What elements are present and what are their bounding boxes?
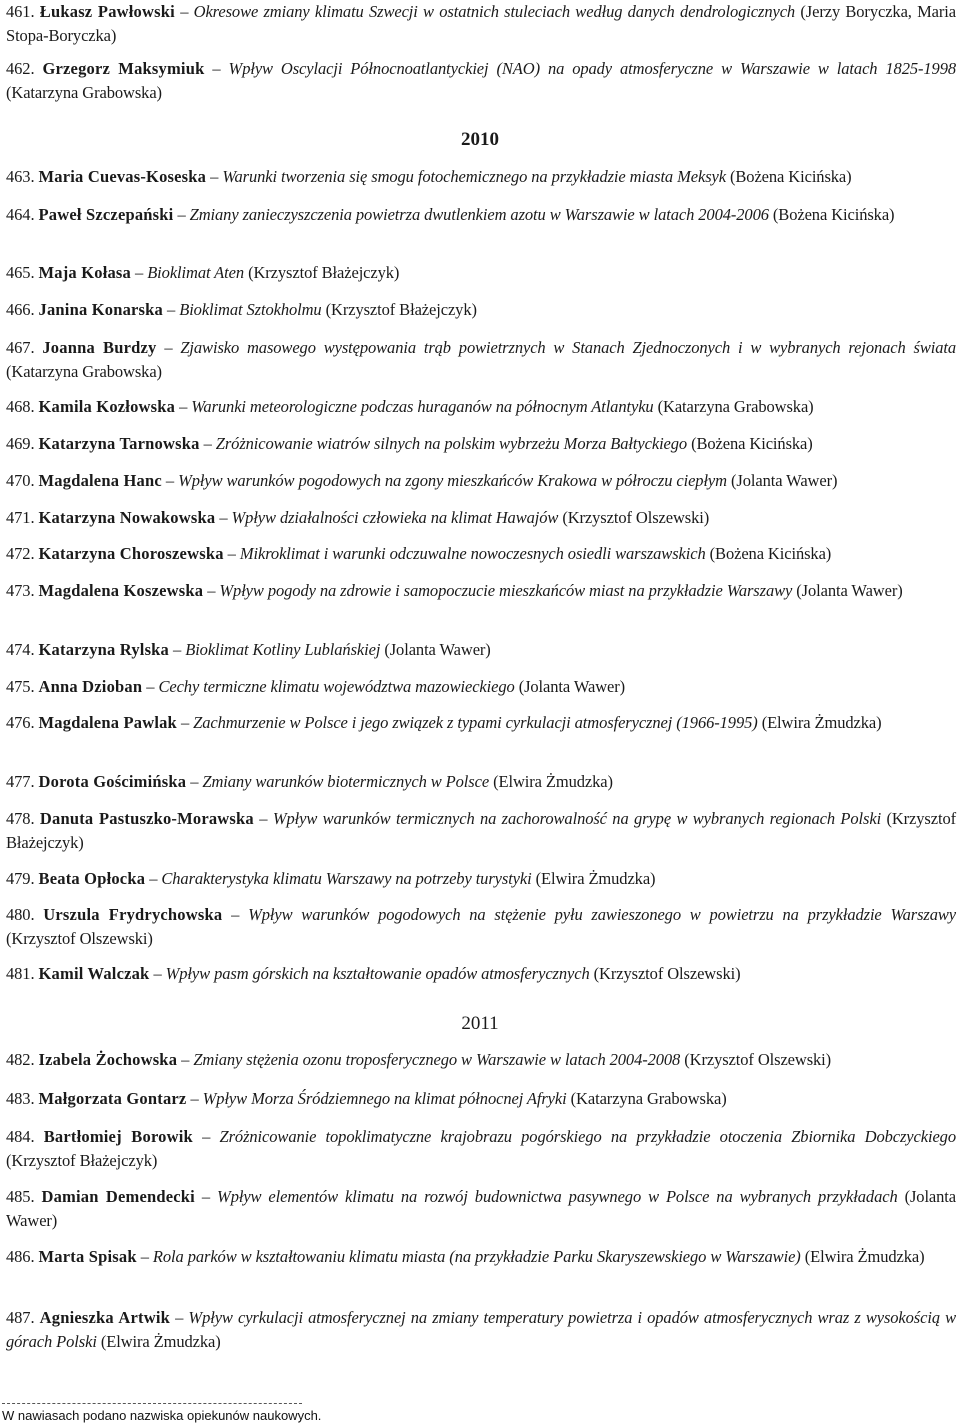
entry-author: Kamila Kozłowska xyxy=(38,397,176,416)
entry-number: 465. xyxy=(6,263,35,282)
entry-number: 480. xyxy=(6,905,35,924)
thesis-entry: 467. Joanna Burdzy – Zjawisko masowego występowania trąb powietrznych w Stanach Zjednoczonych i w wybranych rejonach świata (Katarzyna Grabowska) xyxy=(6,338,956,381)
entry-title: Bioklimat Kotliny Lublańskiej xyxy=(185,640,381,659)
entry-title: Cechy termiczne klimatu województwa mazowieckiego xyxy=(158,677,515,696)
entry-author: Bartłomiej Borowik xyxy=(43,1127,193,1146)
entry-supervisor: (Jolanta Wawer) xyxy=(384,640,491,659)
entry-supervisor: (Katarzyna Grabowska) xyxy=(6,83,162,102)
year-heading-2010: 2010 xyxy=(461,129,499,150)
entry-number: 461. xyxy=(6,2,35,21)
thesis-entry: 462. Grzegorz Maksymiuk – Wpływ Oscylacji Północnoatlantyckiej (NAO) na opady atmosferyczne w Warszawie w latach 1825-1998 (Katarzyna Grabowska) xyxy=(6,59,957,102)
entry-number: 484. xyxy=(6,1127,35,1146)
entry-author: Łukasz Pawłowski xyxy=(39,2,175,21)
entry-title: Okresowe zmiany klimatu Szwecji w ostatnich stuleciach według danych dendrologicznych xyxy=(193,2,796,21)
entry-number: 483. xyxy=(6,1089,35,1108)
entry-number: 477. xyxy=(6,772,35,791)
entry-author: Magdalena Pawlak xyxy=(38,713,177,732)
entry-number: 485. xyxy=(6,1187,35,1206)
entry-supervisor: (Bożena Kicińska) xyxy=(730,167,852,186)
entry-author: Katarzyna Tarnowska xyxy=(38,434,200,453)
thesis-entry: 479. Beata Opłocka – Charakterystyka klimatu Warszawy na potrzeby turystyki (Elwira Żmudzka) xyxy=(6,869,656,888)
thesis-entry: 463. Maria Cuevas-Koseska – Warunki tworzenia się smogu fotochemicznego na przykładzie miasta Meksyk (Bożena Kicińska) xyxy=(6,167,852,186)
entry-title: Wpływ Morza Śródziemnego na klimat północnej Afryki xyxy=(202,1089,567,1108)
entry-author: Agnieszka Artwik xyxy=(39,1308,170,1327)
entry-number: 486. xyxy=(6,1247,35,1266)
entry-supervisor: (Krzysztof Błażejczyk) xyxy=(248,263,400,282)
entry-supervisor: (Bożena Kicińska) xyxy=(772,205,895,224)
thesis-entry: 464. Paweł Szczepański – Zmiany zanieczyszczenia powietrza dwutlenkiem azotu w Warszawie w latach 2004-2006 (Bożena Kicińska) xyxy=(6,205,895,224)
thesis-entry: 470. Magdalena Hanc – Wpływ warunków pogodowych na zgony mieszkańców Krakowa w półroczu ciepłym (Jolanta Wawer) xyxy=(6,471,838,490)
thesis-entry: 469. Katarzyna Tarnowska – Zróżnicowanie wiatrów silnych na polskim wybrzeżu Morza Bałtyckiego (Bożena Kicińska) xyxy=(6,434,813,453)
entry-author: Izabela Żochowska xyxy=(38,1050,178,1069)
thesis-entry: 468. Kamila Kozłowska – Warunki meteorologiczne podczas huraganów na północnym Atlantyku (Katarzyna Grabowska) xyxy=(6,397,814,416)
footnote-divider xyxy=(2,1403,302,1404)
entry-title: Zachmurzenie w Polsce i jego związek z typami cyrkulacji atmosferycznej (1966-1995) xyxy=(193,713,758,732)
entry-supervisor: (Krzysztof Olszewski) xyxy=(684,1050,832,1069)
entry-title: Bioklimat Aten xyxy=(147,263,245,282)
entry-author: Kamil Walczak xyxy=(38,964,150,983)
entry-title: Wpływ cyrkulacji atmosferycznej na zmiany temperatury powietrza i opadów atmosferycznych wraz z wysokością w górach Polski xyxy=(6,1308,957,1351)
entry-supervisor: (Krzysztof Olszewski) xyxy=(6,929,153,948)
entry-supervisor: (Jolanta Wawer) xyxy=(518,677,626,696)
entry-supervisor: (Katarzyna Grabowska) xyxy=(657,397,814,416)
entry-author: Beata Opłocka xyxy=(38,869,146,888)
entry-number: 476. xyxy=(6,713,35,732)
entry-supervisor: (Elwira Żmudzka) xyxy=(535,869,656,888)
thesis-entry: 476. Magdalena Pawlak – Zachmurzenie w Polsce i jego związek z typami cyrkulacji atmosferycznej (1966-1995) (Elwira Żmudzka) xyxy=(6,713,882,732)
entry-supervisor: (Krzysztof Błażejczyk) xyxy=(6,1151,158,1170)
thesis-entry: 487. Agnieszka Artwik – Wpływ cyrkulacji atmosferycznej na zmiany temperatury powietrza i opadów atmosferycznych wraz z wysokością w górach Polski (Elwira Żmudzka) xyxy=(6,1308,957,1351)
entry-number: 474. xyxy=(6,640,35,659)
entry-author: Janina Konarska xyxy=(38,300,164,319)
entry-supervisor: (Katarzyna Grabowska) xyxy=(6,362,162,381)
entry-supervisor: (Elwira Żmudzka) xyxy=(100,1332,221,1351)
entry-number: 475. xyxy=(6,677,35,696)
thesis-entry: 477. Dorota Gościmińska – Zmiany warunków biotermicznych w Polsce (Elwira Żmudzka) xyxy=(6,772,613,791)
entry-supervisor: (Jolanta Wawer) xyxy=(6,1187,957,1230)
thesis-entry: 480. Urszula Frydrychowska – Wpływ warunków pogodowych na stężenie pyłu zawieszonego w powietrzu na przykładzie Warszawy (Krzysztof Olszewski) xyxy=(6,905,956,948)
entry-author: Danuta Pastuszko-Morawska xyxy=(39,809,254,828)
entry-author: Marta Spisak xyxy=(38,1247,137,1266)
entry-title: Wpływ elementów klimatu na rozwój budownictwa pasywnego w Polsce na wybranych przykładach xyxy=(217,1187,898,1206)
thesis-entry: 483. Małgorzata Gontarz – Wpływ Morza Śródziemnego na klimat północnej Afryki (Katarzyna Grabowska) xyxy=(6,1089,727,1108)
entry-author: Joanna Burdzy xyxy=(42,338,157,357)
entry-number: 462. xyxy=(6,59,35,78)
entry-title: Wpływ działalności człowieka na klimat Hawajów xyxy=(231,508,559,527)
thesis-entry: 461. Łukasz Pawłowski – Okresowe zmiany klimatu Szwecji w ostatnich stuleciach według danych dendrologicznych (Jerzy Boryczka, Maria Stopa-Boryczka) xyxy=(6,2,957,45)
entry-title: Zróżnicowanie wiatrów silnych na polskim wybrzeżu Morza Bałtyckiego xyxy=(215,434,688,453)
entry-title: Wpływ pasm górskich na kształtowanie opadów atmosferycznych xyxy=(165,964,590,983)
year-heading-2011: 2011 xyxy=(461,1013,499,1034)
thesis-entry: 475. Anna Dzioban – Cechy termiczne klimatu województwa mazowieckiego (Jolanta Wawer) xyxy=(6,677,626,696)
thesis-entry: 473. Magdalena Koszewska – Wpływ pogody na zdrowie i samopoczucie mieszkańców miast na przykładzie Warszawy (Jolanta Wawer) xyxy=(6,581,903,600)
entry-supervisor: (Elwira Żmudzka) xyxy=(804,1247,925,1266)
entry-number: 470. xyxy=(6,471,35,490)
thesis-entry: 478. Danuta Pastuszko-Morawska – Wpływ warunków termicznych na zachorowalność na grypę w wybranych regionach Polski (Krzysztof Błażejczyk) xyxy=(6,809,957,852)
entry-author: Magdalena Koszewska xyxy=(38,581,204,600)
entry-number: 464. xyxy=(6,205,35,224)
thesis-entry: 481. Kamil Walczak – Wpływ pasm górskich na kształtowanie opadów atmosferycznych (Krzysztof Olszewski) xyxy=(6,964,741,983)
entry-title: Zmiany warunków biotermicznych w Polsce xyxy=(202,772,490,791)
entry-author: Paweł Szczepański xyxy=(38,205,174,224)
entry-author: Urszula Frydrychowska xyxy=(43,905,223,924)
thesis-entry: 466. Janina Konarska – Bioklimat Sztokholmu (Krzysztof Błażejczyk) xyxy=(6,300,477,319)
thesis-entry: 485. Damian Demendecki – Wpływ elementów klimatu na rozwój budownictwa pasywnego w Polsce na wybranych przykładach (Jolanta Wawer) xyxy=(6,1187,957,1230)
entry-supervisor: (Elwira Żmudzka) xyxy=(493,772,613,791)
entry-title: Warunki meteorologiczne podczas huraganów na północnym Atlantyku xyxy=(191,397,654,416)
entry-title: Wpływ pogody na zdrowie i samopoczucie mieszkańców miast na przykładzie Warszawy xyxy=(219,581,793,600)
entry-number: 466. xyxy=(6,300,35,319)
entry-title: Wpływ warunków termicznych na zachorowalność na grypę w wybranych regionach Polski xyxy=(272,809,882,828)
entry-supervisor: (Krzysztof Olszewski) xyxy=(562,508,710,527)
entry-supervisor: (Bożena Kicińska) xyxy=(691,434,813,453)
entry-number: 463. xyxy=(6,167,35,186)
entry-number: 479. xyxy=(6,869,35,888)
thesis-entry: 474. Katarzyna Rylska – Bioklimat Kotliny Lublańskiej (Jolanta Wawer) xyxy=(6,640,491,659)
entry-title: Wpływ warunków pogodowych na stężenie pyłu zawieszonego w powietrzu na przykładzie Warszawy xyxy=(248,905,956,924)
entry-title: Warunki tworzenia się smogu fotochemicznego na przykładzie miasta Meksyk xyxy=(222,167,726,186)
entry-author: Anna Dzioban xyxy=(38,677,143,696)
entry-number: 473. xyxy=(6,581,35,600)
entry-number: 469. xyxy=(6,434,35,453)
thesis-entry: 484. Bartłomiej Borowik – Zróżnicowanie topoklimatyczne krajobrazu pogórskiego na przykładzie otoczenia Zbiornika Dobczyckiego (Krzysztof Błażejczyk) xyxy=(6,1127,956,1170)
entry-supervisor: (Jolanta Wawer) xyxy=(796,581,903,600)
entry-title: Mikroklimat i warunki odczuwalne nowoczesnych osiedli warszawskich xyxy=(239,544,706,563)
entry-title: Wpływ Oscylacji Północnoatlantyckiej (NAO) na opady atmosferyczne w Warszawie w latach 1825-1998 xyxy=(228,59,957,78)
entry-author: Maja Kołasa xyxy=(38,263,131,282)
entry-number: 468. xyxy=(6,397,35,416)
entry-author: Katarzyna Choroszewska xyxy=(38,544,224,563)
entry-title: Charakterystyka klimatu Warszawy na potrzeby turystyki xyxy=(161,869,532,888)
entry-number: 487. xyxy=(6,1308,35,1327)
entry-supervisor: (Krzysztof Olszewski) xyxy=(593,964,741,983)
entry-author: Katarzyna Nowakowska xyxy=(38,508,216,527)
entry-supervisor: (Katarzyna Grabowska) xyxy=(570,1089,727,1108)
thesis-entry: 486. Marta Spisak – Rola parków w kształtowaniu klimatu miasta (na przykładzie Parku Skaryszewskiego w Warszawie) (Elwira Żmudzka) xyxy=(6,1247,925,1266)
thesis-entry: 472. Katarzyna Choroszewska – Mikroklimat i warunki odczuwalne nowoczesnych osiedli warszawskich (Bożena Kicińska) xyxy=(6,544,832,563)
entry-author: Grzegorz Maksymiuk xyxy=(42,59,205,78)
entry-title: Zmiany stężenia ozonu troposferycznego w Warszawie w latach 2004-2008 xyxy=(193,1050,681,1069)
thesis-entry: 482. Izabela Żochowska – Zmiany stężenia ozonu troposferycznego w Warszawie w latach 2004-2008 (Krzysztof Olszewski) xyxy=(6,1050,832,1069)
entry-number: 467. xyxy=(6,338,35,357)
entry-number: 472. xyxy=(6,544,35,563)
entry-number: 478. xyxy=(6,809,35,828)
footnote: W nawiasach podano nazwiska opiekunów naukowych. xyxy=(2,1408,322,1423)
entry-title: Wpływ warunków pogodowych na zgony mieszkańców Krakowa w półroczu ciepłym xyxy=(178,471,727,490)
entry-author: Małgorzata Gontarz xyxy=(38,1089,187,1108)
entry-author: Damian Demendecki xyxy=(41,1187,195,1206)
entry-title: Rola parków w kształtowaniu klimatu miasta (na przykładzie Parku Skaryszewskiego w Warszawie) xyxy=(152,1247,801,1266)
thesis-entry: 471. Katarzyna Nowakowska – Wpływ działalności człowieka na klimat Hawajów (Krzysztof Olszewski) xyxy=(6,508,710,527)
entry-author: Maria Cuevas-Koseska xyxy=(38,167,207,186)
entry-number: 471. xyxy=(6,508,35,527)
entry-title: Zmiany zanieczyszczenia powietrza dwutlenkiem azotu w Warszawie w latach 2004-2006 xyxy=(189,205,769,224)
entry-supervisor: (Jerzy Boryczka, Maria Stopa-Boryczka) xyxy=(6,2,957,45)
entry-number: 482. xyxy=(6,1050,35,1069)
entry-number: 481. xyxy=(6,964,35,983)
entry-supervisor: (Jolanta Wawer) xyxy=(731,471,838,490)
entry-title: Zróżnicowanie topoklimatyczne krajobrazu pogórskiego na przykładzie otoczenia Zbiornika Dobczyckiego xyxy=(219,1127,956,1146)
entry-supervisor: (Bożena Kicińska) xyxy=(709,544,832,563)
entry-supervisor: (Elwira Żmudzka) xyxy=(761,713,882,732)
entry-title: Zjawisko masowego występowania trąb powietrznych w Stanach Zjednoczonych i w wybranych rejonach świata xyxy=(180,338,956,357)
entry-supervisor: (Krzysztof Błażejczyk) xyxy=(6,809,957,852)
thesis-entry: 465. Maja Kołasa – Bioklimat Aten (Krzysztof Błażejczyk) xyxy=(6,263,400,282)
entry-supervisor: (Krzysztof Błażejczyk) xyxy=(325,300,477,319)
entry-author: Dorota Gościmińska xyxy=(38,772,187,791)
entry-title: Bioklimat Sztokholmu xyxy=(179,300,322,319)
entry-author: Magdalena Hanc xyxy=(38,471,162,490)
entry-author: Katarzyna Rylska xyxy=(38,640,170,659)
